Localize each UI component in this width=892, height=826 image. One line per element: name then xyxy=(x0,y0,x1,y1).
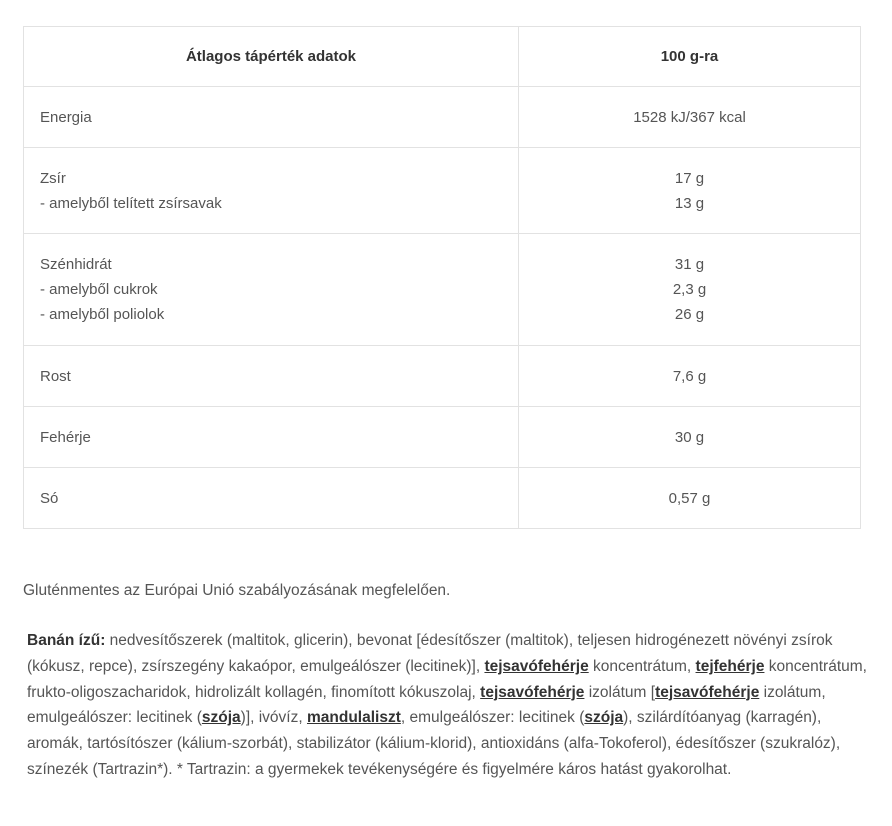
nutrient-label: Fehérje xyxy=(40,428,91,446)
table-header-row xyxy=(24,27,861,87)
allergen-highlight: szója xyxy=(201,709,241,727)
nutrient-label: Zsír xyxy=(40,169,66,187)
nutrient-label-cell xyxy=(24,346,519,407)
ingredients-text: nedvesítőszerek (maltitok, glicerin), bevonat [édesítőszer (maltitok), teljesen hidrogénezett növényi zsírok (kókusz, repce), zsírszegény kakaópor, emulgeálószer (lecitinek)], xyxy=(27,632,833,675)
flavor-label: Banán ízű: xyxy=(27,632,106,649)
nutrient-value-cell xyxy=(519,346,861,407)
allergen-highlight: szója xyxy=(584,709,624,727)
nutrient-value: 7,6 g xyxy=(672,367,707,385)
nutrient-subvalue: 26 g xyxy=(674,306,705,323)
ingredients-text: ), szilárdítóanyag (karragén), aromák, tartósítószer (kálium-szorbát), stabilizátor (kálium-klorid), antioxidáns (alfa-Tokoferol), édesítőszer (szukralóz), színezék (Tartrazin*). * Tartrazin: a gyermekek tevékenységére és figyelmére káros hatást gyakorolhat. xyxy=(27,709,841,778)
nutrient-label: Só xyxy=(40,489,59,507)
table-row xyxy=(24,468,861,529)
nutrient-value-cell xyxy=(519,148,861,234)
table-row xyxy=(24,346,861,407)
table-row xyxy=(24,148,861,234)
allergen-highlight: tejsavófehérje xyxy=(480,683,585,701)
header-per-100g: 100 g-ra xyxy=(519,27,861,87)
nutrient-label: Rost xyxy=(40,367,71,385)
nutrient-label: Szénhidrát xyxy=(40,256,112,273)
allergen-highlight: tejsavófehérje xyxy=(655,683,760,701)
nutrient-value-cell xyxy=(519,407,861,468)
nutrient-value: 1528 kJ/367 kcal xyxy=(633,108,746,126)
ingredients-text: izolátum, emulgeálószer: lecitinek ( xyxy=(27,683,826,727)
nutrient-sublabel: - amelyből poliolok xyxy=(40,306,165,323)
nutrient-value-cell xyxy=(519,87,861,148)
nutrient-value: 31 g xyxy=(674,256,705,273)
nutrition-table xyxy=(23,26,861,529)
ingredients-text: izolátum [ xyxy=(584,683,656,701)
nutrient-subvalue: 2,3 g xyxy=(672,281,707,298)
ingredients-text: koncentrátum, xyxy=(588,657,696,675)
ingredients-text: koncentrátum, frukto-oligoszacharidok, hidrolizált kollagén, finomított kókuszolaj, xyxy=(27,657,867,701)
nutrient-value: 17 g xyxy=(674,169,705,187)
nutrient-sublabel: - amelyből cukrok xyxy=(40,281,158,298)
nutrient-value-cell xyxy=(519,468,861,529)
ingredients-text: )], ivóvíz, xyxy=(240,709,307,727)
nutrient-label-cell xyxy=(24,234,519,346)
allergen-highlight: tejfehérje xyxy=(695,657,765,675)
nutrient-label: Energia xyxy=(40,108,92,126)
allergen-highlight: mandulaliszt xyxy=(306,709,401,727)
ingredients-text: , emulgeálószer: lecitinek ( xyxy=(400,709,585,727)
table-row xyxy=(24,234,861,346)
table-row xyxy=(24,87,861,148)
nutrient-value: 30 g xyxy=(674,428,705,446)
nutrient-label-cell xyxy=(24,468,519,529)
nutrient-value: 0,57 g xyxy=(668,489,711,507)
nutrient-label-cell xyxy=(24,87,519,148)
gluten-free-note: Gluténmentes az Európai Unió szabályozásának megfelelően. xyxy=(23,582,451,599)
ingredients-paragraph xyxy=(27,628,867,783)
nutrient-label-cell xyxy=(24,148,519,234)
allergen-highlight: tejsavófehérje xyxy=(484,657,589,675)
nutrient-subvalue: 13 g xyxy=(674,194,705,212)
nutrient-value-cell xyxy=(519,234,861,346)
header-nutrient: Átlagos tápérték adatok xyxy=(24,27,519,87)
nutrient-sublabel: - amelyből telített zsírsavak xyxy=(40,194,222,212)
table-row xyxy=(24,407,861,468)
nutrient-label-cell xyxy=(24,407,519,468)
